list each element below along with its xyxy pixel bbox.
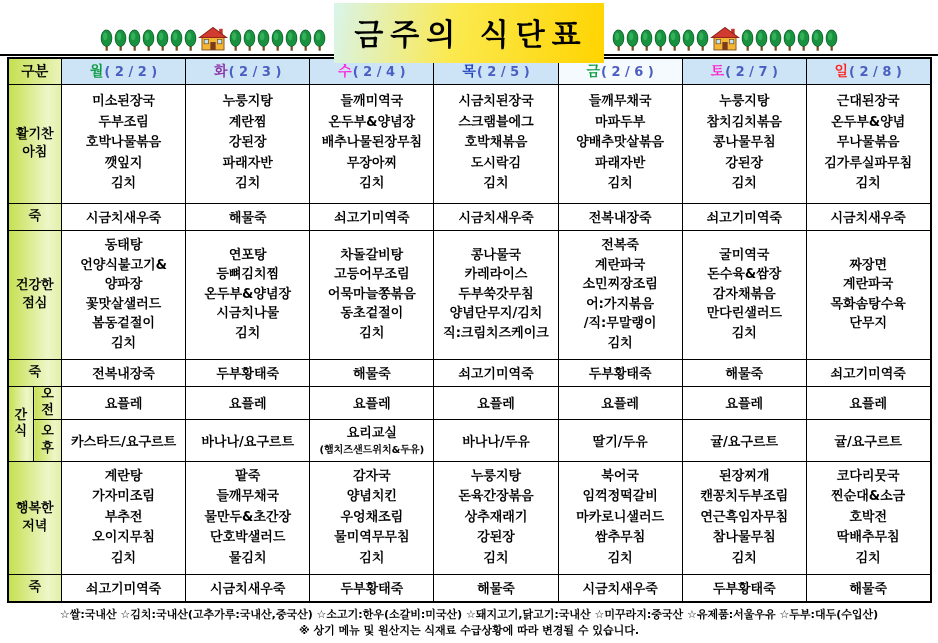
day-date: ( 2 / 7 ) (725, 65, 778, 81)
porridge-cell: 두부황태죽 (310, 575, 434, 602)
menu-item: 우엉채조림 (340, 509, 404, 525)
menu-cell (558, 462, 682, 575)
menu-cell (310, 230, 434, 359)
menu-item: 물만두&초간장 (204, 509, 292, 525)
menu-cell (434, 230, 558, 359)
menu-item: 등뼈김치찜 (216, 267, 280, 283)
menu-item: 누룽지탕 (470, 468, 522, 484)
row-label-porridge: 죽 (8, 575, 62, 602)
menu-item: 무장아찌 (346, 155, 397, 171)
porridge-cell: 해물죽 (806, 575, 930, 602)
menu-cell (806, 84, 930, 203)
house-icon (710, 25, 740, 52)
menu-item: 김가루실파무침 (824, 155, 913, 171)
day-name: 화 (214, 64, 228, 81)
tree-icon (100, 29, 113, 52)
corner-label: 구분 (8, 58, 62, 84)
menu-item: 목화솜탕수육 (830, 296, 906, 312)
menu-item: 호박나물볶음 (85, 135, 162, 151)
menu-item: 어:가지볶음 (586, 296, 655, 312)
menu-item: 연포탕 (228, 247, 267, 263)
menu-item: 강된장 (477, 530, 515, 546)
menu-item: 김치 (359, 550, 385, 566)
tree-icon (313, 29, 326, 52)
menu-item: 도시락김 (470, 155, 522, 171)
menu-cell (806, 462, 930, 575)
menu-item: 단호박샐러드 (210, 530, 286, 546)
porridge-cell: 두부황태죽 (186, 359, 310, 386)
porridge-cell: 쇠고기미역죽 (682, 203, 806, 230)
menu-item: 계란파국 (595, 257, 646, 273)
menu-cell (682, 462, 806, 575)
menu-item: 김치 (607, 176, 633, 192)
menu-item: 캔꽁치두부조림 (700, 489, 789, 505)
menu-item: 온두부&양념장 (328, 114, 416, 130)
footer (0, 607, 938, 640)
day-date: ( 2 / 6 ) (600, 65, 654, 81)
menu-item: 동초겉절이 (340, 306, 404, 322)
tree-icon (741, 29, 754, 52)
menu-item: 김치 (111, 550, 137, 566)
porridge-cell: 시금치새우죽 (62, 203, 186, 230)
tree-icon (299, 29, 312, 52)
menu-item: 부추전 (104, 509, 143, 525)
menu-item: 미소된장국 (92, 94, 155, 110)
tree-icon (825, 29, 838, 52)
row-label-porridge: 죽 (8, 203, 62, 230)
menu-item: 짜장면 (849, 257, 888, 273)
menu-item: 마파두부 (595, 114, 646, 130)
change-notice: ※ 상기 메뉴 및 원산지는 식재료 수급상황에 따라 변경될 수 있습니다. (298, 624, 640, 637)
porridge-cell: 두부황태죽 (682, 575, 806, 602)
menu-item: 된장찌개 (719, 468, 770, 484)
menu-item: 강된장 (725, 155, 764, 171)
tree-icon (626, 29, 639, 52)
menu-item: 참치김치볶음 (706, 114, 782, 130)
menu-item: 들깨미역국 (340, 94, 404, 110)
tree-icon (156, 29, 169, 52)
snack-cell: 요플레 (682, 386, 806, 420)
menu-item: 북어국 (601, 468, 639, 484)
header-row (8, 58, 931, 84)
menu-item: 계란탕 (104, 468, 143, 484)
table-row (8, 230, 931, 359)
menu-item: 김치 (359, 325, 385, 341)
menu-item: /직:무말랭이 (583, 316, 657, 331)
snack-cell: 요플레 (434, 386, 558, 420)
menu-item: 물미역무무침 (334, 530, 410, 546)
menu-item: 김치 (731, 550, 757, 566)
menu-item: 깻잎지 (104, 155, 143, 171)
snack-pm-label: 오후 (34, 420, 62, 462)
tree-icon (184, 29, 197, 52)
row-label-porridge: 죽 (8, 359, 62, 386)
menu-item: 가자미조림 (92, 489, 155, 505)
menu-item: 봄동겉절이 (92, 316, 155, 331)
menu-cell (434, 462, 558, 575)
menu-item: 강된장 (228, 135, 267, 151)
menu-item: 마카로니샐러드 (576, 509, 665, 525)
tree-icon (640, 29, 653, 52)
menu-item: 김치 (483, 550, 509, 566)
porridge-cell: 시금치새우죽 (434, 203, 558, 230)
tree-icon (612, 29, 625, 52)
menu-item: 어묵마늘쫑볶음 (327, 286, 416, 302)
menu-item: 물김치 (228, 550, 267, 566)
menu-item: 김치 (607, 335, 633, 351)
menu-item: 누룽지탕 (222, 94, 273, 110)
porridge-cell: 쇠고기미역죽 (310, 203, 434, 230)
menu-item: 두부쑥갓무침 (458, 286, 534, 302)
porridge-cell: 시금치새우죽 (558, 575, 682, 602)
menu-cell (682, 230, 806, 359)
menu-cell (186, 462, 310, 575)
snack-cell: 요플레 (806, 386, 930, 420)
menu-item: 김치 (111, 176, 137, 192)
day-header (682, 58, 806, 84)
menu-item: 들깨무채국 (588, 94, 652, 110)
menu-item: 배추나물된장무침 (321, 135, 423, 151)
day-header (62, 58, 186, 84)
tree-icon (755, 29, 768, 52)
porridge-cell: 해물죽 (682, 359, 806, 386)
day-date: ( 2 / 4 ) (352, 65, 406, 81)
tree-icon (769, 29, 782, 52)
snack-cell: 요플레 (310, 386, 434, 420)
menu-item: 계란파국 (843, 277, 894, 292)
menu-cell (62, 84, 186, 203)
menu-item: 김치 (359, 176, 385, 192)
menu-cell (62, 230, 186, 359)
menu-item: 전복죽 (601, 238, 639, 253)
menu-item: 양념치킨 (346, 489, 397, 505)
menu-item: 김치 (855, 550, 881, 566)
menu-item: 콩나물국 (470, 247, 522, 263)
day-date: ( 2 / 3 ) (228, 65, 282, 81)
menu-cell (558, 230, 682, 359)
menu-item: 파래자반 (595, 155, 646, 171)
menu-item: 콩나물무침 (712, 135, 776, 151)
menu-item: 차돌갈비탕 (340, 247, 404, 263)
menu-item: 김치 (235, 176, 261, 192)
menu-item: 단무지 (849, 316, 888, 331)
origin-info: ☆쌀:국내산 ☆김치:국내산(고추가루:국내산,중국산) ☆소고기:한우(소갈비:미국산) ☆돼지고기,닭고기:국내산 ☆미꾸라지:중국산 ☆유제품:서울우유 ☆두부:대두(수입산) (59, 607, 879, 621)
page-title: 금주의 식단표 (334, 3, 603, 63)
menu-cell (310, 84, 434, 203)
menu-item: 양배추맛살볶음 (576, 135, 665, 151)
snack-label: 간식 (8, 386, 34, 462)
porridge-cell: 해물죽 (434, 575, 558, 602)
snack-cell: 카스타드/요구르트 (62, 420, 186, 462)
snack-cell (310, 420, 434, 462)
row-label-breakfast: 활기찬 아침 (8, 84, 62, 203)
menu-item: 파래자반 (222, 155, 273, 171)
menu-item: 소민찌장조림 (582, 277, 658, 292)
menu-item: 들깨무채국 (216, 489, 280, 505)
menu-item: 꽃맛살샐러드 (85, 296, 162, 312)
menu-item: 요리교실 (346, 426, 397, 442)
menu-cell (186, 230, 310, 359)
menu-item: 돈수육&쌈장 (707, 267, 782, 283)
menu-item: 무나물볶음 (836, 135, 900, 151)
porridge-cell: 해물죽 (310, 359, 434, 386)
menu-item: 양파장 (104, 277, 143, 292)
menu-item: 김치 (607, 550, 633, 566)
porridge-cell: 시금치새우죽 (186, 575, 310, 602)
menu-item: 팥죽 (235, 468, 261, 484)
menu-item: 딱배추무침 (836, 530, 900, 546)
menu-item: 계란찜 (228, 114, 267, 130)
menu-item: 김치 (855, 176, 881, 192)
menu-item: 근대된장국 (836, 94, 900, 110)
menu-item: (햄치즈샌드위치&두유) (319, 444, 425, 456)
menu-item: 누룽지탕 (719, 94, 770, 110)
menu-item: 양념단무지/김치 (449, 306, 543, 322)
menu-item: 감자채볶음 (712, 286, 776, 302)
menu-item: 온두부&양념장 (204, 286, 292, 302)
porridge-cell: 두부황태죽 (558, 359, 682, 386)
menu-item: 두부조림 (98, 114, 149, 130)
table-row (8, 84, 931, 203)
menu-item: 연근흑임자무침 (700, 509, 789, 525)
menu-item: 카레라이스 (464, 267, 528, 283)
tree-icon (257, 29, 270, 52)
menu-item: 찐순대&소금 (831, 489, 906, 505)
menu-item: 스크램블에그 (458, 114, 534, 130)
menu-item: 직:크림치즈케이크 (443, 325, 549, 341)
tree-icon (229, 29, 242, 52)
menu-item: 호박전 (849, 509, 888, 525)
tree-icon (271, 29, 284, 52)
menu-cell (310, 462, 434, 575)
snack-cell: 요플레 (62, 386, 186, 420)
tree-icon (654, 29, 667, 52)
row-label-dinner: 행복한 저녁 (8, 462, 62, 575)
snack-cell: 귤/요구르트 (682, 420, 806, 462)
tree-icon (128, 29, 141, 52)
tree-icon (170, 29, 183, 52)
menu-cell (62, 462, 186, 575)
day-name: 수 (338, 64, 352, 81)
snack-cell: 귤/요구르트 (806, 420, 930, 462)
menu-item: 임꺽정떡갈비 (582, 489, 658, 505)
tree-icon (285, 29, 298, 52)
porridge-cell: 해물죽 (186, 203, 310, 230)
day-date: ( 2 / 2 ) (104, 65, 158, 81)
menu-cell (186, 84, 310, 203)
table-row (8, 203, 931, 230)
day-date: ( 2 / 5 ) (476, 65, 530, 81)
menu-item: 감자국 (353, 468, 391, 484)
menu-item: 굴미역국 (719, 247, 770, 263)
menu-cell (558, 84, 682, 203)
day-name: 월 (89, 64, 104, 81)
tree-icon (696, 29, 709, 52)
menu-item: 김치 (111, 335, 137, 351)
tree-decoration-left (100, 25, 326, 53)
menu-item: 호박채볶음 (464, 135, 528, 151)
porridge-cell: 시금치새우죽 (806, 203, 930, 230)
day-date: ( 2 / 8 ) (849, 65, 902, 81)
menu-item: 코다리뭇국 (836, 468, 900, 484)
tree-icon (142, 29, 155, 52)
menu-item: 돈육간장볶음 (458, 489, 534, 505)
table-row (8, 420, 931, 462)
menu-item: 쌈추무침 (595, 530, 646, 546)
porridge-cell: 쇠고기미역죽 (806, 359, 930, 386)
menu-item: 김치 (483, 176, 509, 192)
tree-icon (243, 29, 256, 52)
day-name: 토 (710, 64, 725, 81)
menu-cell (682, 84, 806, 203)
table-row (8, 575, 931, 602)
tree-icon (668, 29, 681, 52)
menu-item: 김치 (235, 325, 261, 341)
snack-cell: 딸기/두유 (558, 420, 682, 462)
snack-cell: 요플레 (558, 386, 682, 420)
day-name: 일 (834, 64, 849, 81)
snack-am-label: 오전 (34, 386, 62, 420)
porridge-cell: 전복내장죽 (558, 203, 682, 230)
menu-item: 동태탕 (104, 238, 143, 253)
banner (0, 0, 938, 56)
tree-icon (114, 29, 127, 52)
table-row (8, 462, 931, 575)
menu-cell (434, 84, 558, 203)
table-row (8, 359, 931, 386)
day-header (806, 58, 930, 84)
tree-icon (783, 29, 796, 52)
tree-icon (682, 29, 695, 52)
tree-icon (811, 29, 824, 52)
porridge-cell: 전복내장죽 (62, 359, 186, 386)
menu-item: 시금치나물 (216, 306, 280, 322)
menu-item: 시금치된장국 (458, 94, 534, 110)
day-name: 금 (586, 64, 600, 81)
menu-item: 상추재래기 (464, 509, 528, 525)
menu-item: 만다린샐러드 (706, 306, 782, 322)
menu-item: 온두부&양념 (831, 114, 906, 130)
snack-cell: 요플레 (186, 386, 310, 420)
menu-item: 언양식불고기& (80, 257, 167, 273)
menu-item: 참나물무침 (712, 530, 776, 546)
menu-item: 김치 (731, 325, 757, 341)
tree-icon (797, 29, 810, 52)
snack-cell: 바나나/요구르트 (186, 420, 310, 462)
tree-decoration-right (612, 25, 838, 53)
porridge-cell: 쇠고기미역죽 (434, 359, 558, 386)
row-label-lunch: 건강한 점심 (8, 230, 62, 359)
day-header (186, 58, 310, 84)
menu-item: 오이지무침 (92, 530, 155, 546)
table-row (8, 386, 931, 420)
snack-cell: 바나나/두유 (434, 420, 558, 462)
menu-table (7, 57, 932, 603)
menu-item: 김치 (731, 176, 757, 192)
menu-item: 고등어무조림 (334, 267, 410, 283)
porridge-cell: 쇠고기미역죽 (62, 575, 186, 602)
house-icon (198, 25, 228, 52)
menu-cell (806, 230, 930, 359)
day-name: 목 (462, 64, 476, 81)
